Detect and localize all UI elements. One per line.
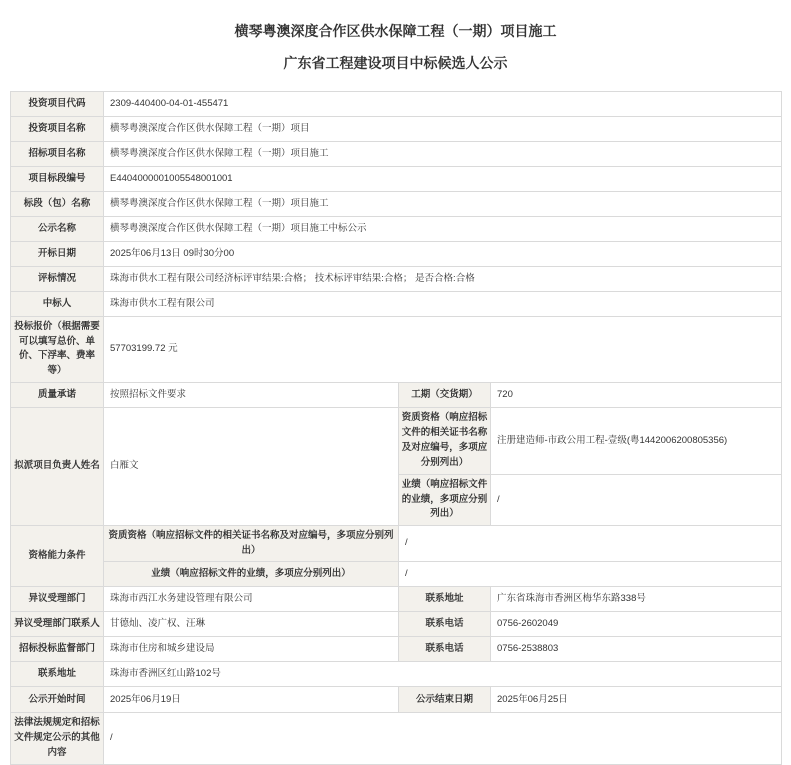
table-row: [11, 217, 782, 242]
table-row: [11, 267, 782, 292]
field-label-capability-performance: 业绩（响应招标文件的业绩，多项应分别列出）: [104, 562, 399, 587]
field-value-section-number: E4404000001005548001001: [104, 167, 782, 192]
table-row: [11, 92, 782, 117]
field-label-investment-project-code: 投资项目代码: [11, 92, 104, 117]
field-value-manager-qualification: 注册建造师-市政公用工程-壹级(粤1442006200805356): [491, 407, 782, 474]
table-row: [11, 317, 782, 383]
table-row: [11, 167, 782, 192]
field-value-bid-opening-date: 2025年06月13日 09时30分00: [104, 242, 782, 267]
field-label-objection-department: 异议受理部门: [11, 587, 104, 612]
field-value-objection-department: 珠海市西江水务建设管理有限公司: [104, 587, 399, 612]
table-row: [11, 713, 782, 764]
field-value-supervision-phone: 0756-2538803: [491, 637, 782, 662]
field-value-bid-price: 57703199.72 元: [104, 317, 782, 383]
field-label-project-manager: 拟派项目负责人姓名: [11, 407, 104, 525]
field-label-announcement-name: 公示名称: [11, 217, 104, 242]
table-row: [11, 242, 782, 267]
field-label-evaluation-result: 评标情况: [11, 267, 104, 292]
table-row: [11, 192, 782, 217]
table-row: [11, 662, 782, 687]
field-label-announcement-end: 公示结束日期: [399, 687, 491, 713]
field-label-investment-project-name: 投资项目名称: [11, 117, 104, 142]
field-label-duration: 工期（交货期）: [399, 382, 491, 407]
field-value-announcement-name: 横琴粤澳深度合作区供水保障工程（一期）项目施工中标公示: [104, 217, 782, 242]
field-value-announcement-end: 2025年06月25日: [491, 687, 782, 713]
field-label-contact-address: 联系地址: [11, 662, 104, 687]
field-label-supervision-department: 招标投标监督部门: [11, 637, 104, 662]
field-value-section-name: 横琴粤澳深度合作区供水保障工程（一期）项目施工: [104, 192, 782, 217]
field-value-manager-performance: /: [491, 474, 782, 525]
table-row: [11, 117, 782, 142]
field-value-objection-contact: 甘德灿、凌广权、汪琳: [104, 612, 399, 637]
table-row: [11, 407, 782, 474]
table-row: [11, 637, 782, 662]
field-value-contact-address: 珠海市香洲区红山路102号: [104, 662, 782, 687]
field-label-objection-phone: 联系电话: [399, 612, 491, 637]
field-label-winner: 中标人: [11, 292, 104, 317]
field-label-quality-commitment: 质量承诺: [11, 382, 104, 407]
field-label-tender-project-name: 招标项目名称: [11, 142, 104, 167]
title-block: [0, 0, 791, 72]
field-label-bid-opening-date: 开标日期: [11, 242, 104, 267]
table-row: [11, 142, 782, 167]
field-label-section-name: 标段（包）名称: [11, 192, 104, 217]
table-row: [11, 612, 782, 637]
field-label-announcement-start: 公示开始时间: [11, 687, 104, 713]
table-row: [11, 292, 782, 317]
field-value-tender-project-name: 横琴粤澳深度合作区供水保障工程（一期）项目施工: [104, 142, 782, 167]
field-value-objection-phone: 0756-2602049: [491, 612, 782, 637]
table-row: [11, 526, 782, 562]
field-value-capability-qualification: /: [399, 526, 782, 562]
field-value-duration: 720: [491, 382, 782, 407]
field-label-capability-qualification: 资质资格（响应招标文件的相关证书名称及对应编号，多项应分别列出）: [104, 526, 399, 562]
field-label-objection-contact: 异议受理部门联系人: [11, 612, 104, 637]
field-value-winner: 珠海市供水工程有限公司: [104, 292, 782, 317]
field-value-objection-address: 广东省珠海市香洲区梅华东路338号: [491, 587, 782, 612]
field-label-supervision-phone: 联系电话: [399, 637, 491, 662]
field-label-other-content: 法律法规规定和招标文件规定公示的其他内容: [11, 713, 104, 764]
field-value-quality-commitment: 按照招标文件要求: [104, 382, 399, 407]
page-title-announcement: 广东省工程建设项目中标候选人公示: [283, 55, 508, 71]
field-value-project-manager: 白雁文: [104, 407, 399, 525]
table-row: [11, 562, 782, 587]
field-label-capability-condition: 资格能力条件: [11, 526, 104, 587]
field-label-manager-performance: 业绩（响应招标文件的业绩，多项应分别列出）: [399, 474, 491, 525]
page-title-project: 横琴粤澳深度合作区供水保障工程（一期）项目施工: [234, 23, 557, 39]
table-row: [11, 382, 782, 407]
field-label-section-number: 项目标段编号: [11, 167, 104, 192]
field-label-manager-qualification: 资质资格（响应招标文件的相关证书名称及对应编号，多项应分别列出）: [399, 407, 491, 474]
field-value-other-content: /: [104, 713, 782, 764]
field-label-bid-price: 投标报价（根据需要可以填写总价、单价、下浮率、费率等）: [11, 317, 104, 383]
table-row: [11, 687, 782, 713]
field-value-investment-project-code: 2309-440400-04-01-455471: [104, 92, 782, 117]
field-label-objection-address: 联系地址: [399, 587, 491, 612]
field-value-investment-project-name: 横琴粤澳深度合作区供水保障工程（一期）项目: [104, 117, 782, 142]
field-value-capability-performance: /: [399, 562, 782, 587]
field-value-supervision-department: 珠海市住房和城乡建设局: [104, 637, 399, 662]
field-value-evaluation-result: 珠海市供水工程有限公司经济标评审结果:合格； 技术标评审结果:合格； 是否合格:合格: [104, 267, 782, 292]
table-row: [11, 587, 782, 612]
announcement-table: [10, 91, 782, 765]
field-value-announcement-start: 2025年06月19日: [104, 687, 399, 713]
